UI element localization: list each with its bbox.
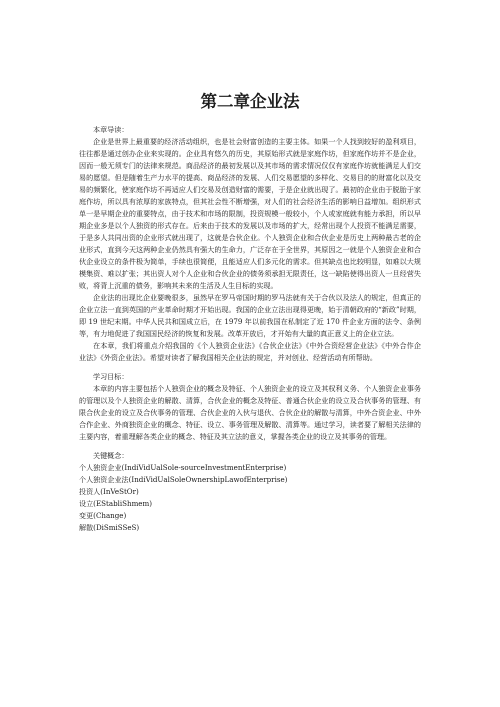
- chapter-title: 第二章企业法: [200, 92, 300, 111]
- guide-paragraph-1: 企业是世界上最重要的经济活动组织，也是社会财富创造的主要主体。如果一个人找到较好的盈利项目，往往都是通过创办企业来实现的。企业具有悠久的历史，其原始形式就是家庭作坊，但家庭作坊并不是企业，因而一般无须专门的法律来规范。商品经济的最初发展以及其市场的需求情况仅仅有家庭作坊就能满足人们交易的愿望。但是随着生产力水平的提高、商品经济的发展、人们交易愿望的多样化、交易目的的财富化以及交易的频繁化，使家庭作坊不再适应人们交易及创造财富的需要，于是企业就出现了。最初的企业由于脱胎于家庭作坊，所以具有浓厚的家族特点，但其社会性不断增强，对人们的社会经济生活的影响日益增加。组织形式单一是早期企业的重要特点，由于技术和市场的限制，投资规模一般较小，个人或家庭就有能力承担，所以早期企业多是以个人独资的形式存在。后来由于技术的发展以及市场的扩大，经常出现个人投资不能满足需要，于是多人共同出资的企业形式就出现了，这就是合伙企业。个人独资企业和合伙企业是历史上两种最古老的企业形式，直到今天这两种企业仍然具有强大的生命力，广泛存在于全世界，其原因之一就是个人独资企业和合伙企业设立的条件极为简单，手续也很简便，且能适应人们多元化的需求。但其缺点也比较明显，如难以大规模集资、难以扩张；其出资人对个人企业和合伙企业的债务须承担无限责任，这一缺陷使得出资人一旦经营失败，将背上沉重的债务，影响其未来的生活及人生目标的实现。: [79, 137, 421, 290]
- concept-item: 个人独资企业法(IndiVidUalSoleOwnershipLawofEnterprise): [79, 475, 288, 484]
- concepts-label: 关键概念：: [93, 451, 129, 460]
- guide-paragraph-2: 企业法的出现比企业要晚很多，虽然早在罗马帝国时期的罗马法就有关于合伙以及法人的规定，但真正的企业立法一直到英国的产业革命时期才开始出现。我国的企业立法出现得更晚，始于清朝政府的“新政”时期，即 19 世纪末期。中华人民共和国成立后，在 1979 年以前我国在私制定了近 170 件企业方面的法令、条例等，有力地促进了我国国民经济的恢复和发展。改革开放后，才开始有大量的真正意义上的企业立法。: [79, 293, 421, 338]
- guide-paragraph-3: 在本章，我们将重点介绍我国的《个人独资企业法》《合伙企业法》《中外合资经营企业法》《中外合作企业法》《外资企业法》。希望对读者了解我国相关企业法的规定，并对创业、经营活动有所帮助。: [79, 341, 421, 362]
- section-gap: [79, 364, 421, 371]
- concept-item: 解散(DiSmiSSeS): [79, 523, 140, 532]
- concept-item: 个人独资企业(IndiVidUalSole-sourceInvestmentEnterprise): [79, 463, 287, 472]
- chapter-body: [79, 124, 421, 534]
- section-gap: [79, 443, 421, 450]
- concept-item: 变更(Change): [79, 511, 127, 520]
- concept-item: 投资人(InVeStOr): [79, 487, 139, 496]
- goals-label: 学习目标：: [93, 372, 129, 381]
- concept-item: 设立(EStabliShmem): [79, 499, 152, 508]
- goals-paragraph: 本章的内容主要包括个人独资企业的概念及特征、个人独资企业的设立及其权利义务、个人独资企业事务的管理以及个人独资企业的解散、清算，合伙企业的概念及特征、普通合伙企业的设立及合伙事务的管理、有限合伙企业的设立及合伙事务的管理、合伙企业的入伙与退伙、合伙企业的解散与清算，中外合资企业、中外合作企业、外商独资企业的概念、特征、设立、事务管理及解散、清算等。通过学习，读者要了解相关法律的主要内容，着重理解各类企业的概念、特征及其立法的意义，掌握各类企业的设立及其事务的管理。: [79, 384, 421, 441]
- guide-label: 本章导读：: [93, 125, 129, 134]
